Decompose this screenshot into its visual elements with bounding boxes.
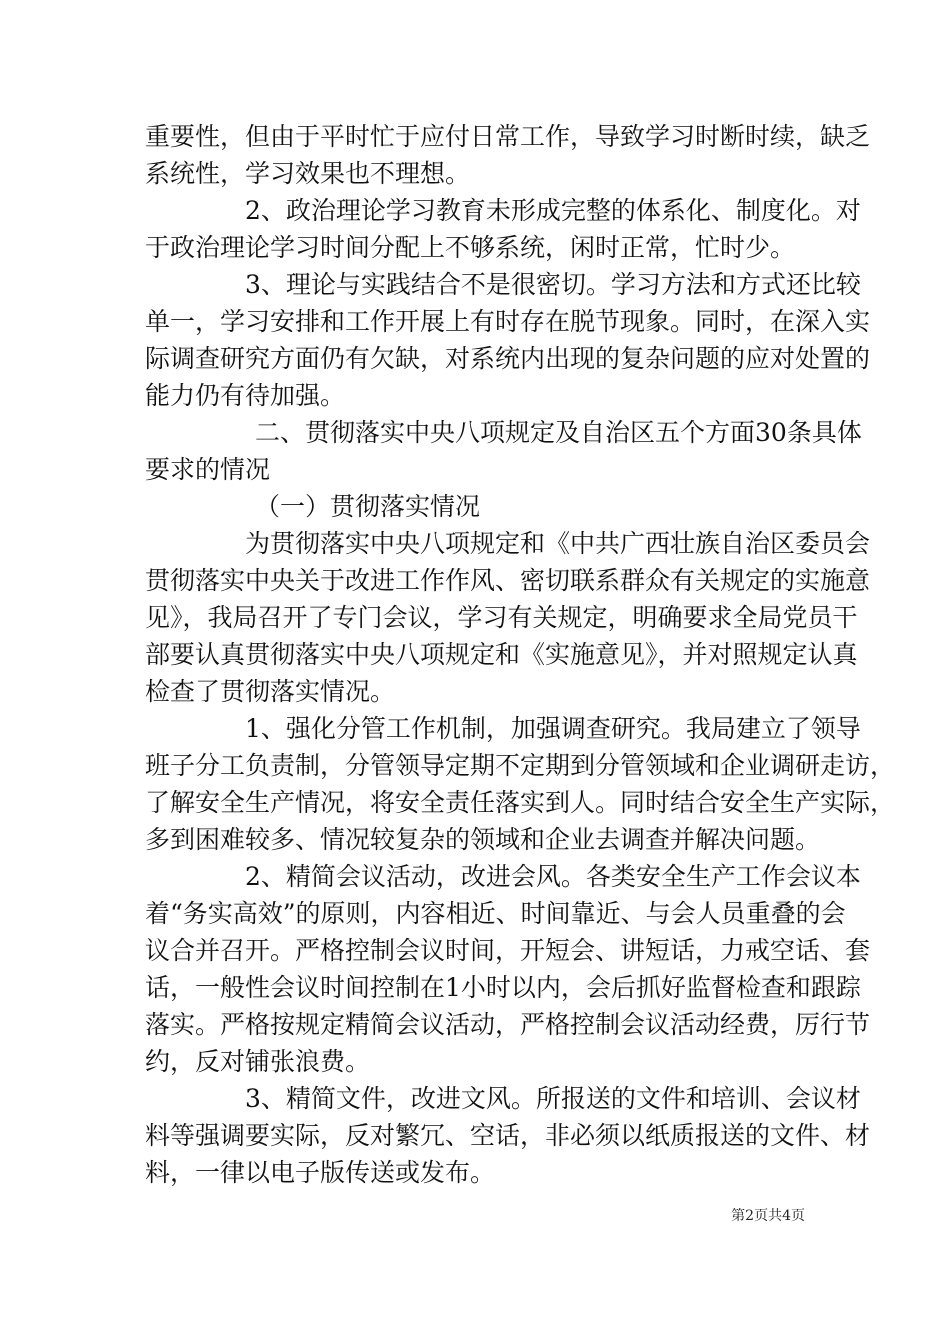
text-line: 料，一律以电子版传送或发布。 xyxy=(145,1158,496,1187)
text-line: 重要性，但由于平时忙于应付日常工作，导致学习时断时续，缺乏 xyxy=(145,122,871,151)
text-line: 3、精简文件，改进文风。所报送的文件和培训、会议材 xyxy=(245,1084,861,1113)
text-line: 了解安全生产情况，将安全责任落实到人。同时结合安全生产实际， xyxy=(145,788,896,817)
paragraph xyxy=(145,266,871,414)
paragraph xyxy=(145,525,871,710)
text-line: 1、强化分管工作机制，加强调查研究。我局建立了领导 xyxy=(245,714,861,743)
paragraph xyxy=(145,710,896,858)
text-line: 多到困难较多、情况较复杂的领域和企业去调查并解决问题。 xyxy=(145,825,821,854)
text-line: 3、理论与实践结合不是很密切。学习方法和方式还比较 xyxy=(245,270,861,299)
text-line: 要求的情况 xyxy=(145,455,271,484)
paragraph xyxy=(145,118,871,192)
text-line: 二、贯彻落实中央八项规定及自治区五个方面30条具体 xyxy=(255,418,862,447)
text-line: 料等强调要实际，反对繁冗、空话，非必须以纸质报送的文件、材 xyxy=(145,1121,871,1150)
paragraph xyxy=(145,192,861,266)
text-line: 议合并召开。严格控制会议时间，开短会、讲短话，力戒空话、套 xyxy=(145,936,871,965)
text-line: （一）贯彻落实情况 xyxy=(255,492,481,521)
text-line: 班子分工负责制，分管领导定期不定期到分管领域和企业调研走访， xyxy=(145,751,896,780)
text-line: 部要认真贯彻落实中央八项规定和《实施意见》，并对照规定认真 xyxy=(145,640,858,669)
text-line: 系统性，学习效果也不理想。 xyxy=(145,159,471,188)
text-line: 贯彻落实中央关于改进工作作风、密切联系群众有关规定的实施意 xyxy=(145,566,871,595)
paragraph xyxy=(145,1080,871,1191)
text-line: 落实。严格按规定精简会议活动，严格控制会议活动经费，厉行节 xyxy=(145,1010,871,1039)
text-line: 话，一般性会议时间控制在1小时以内，会后抓好监督检查和跟踪 xyxy=(145,973,861,1002)
text-line: 单一，学习安排和工作开展上有时存在脱节现象。同时，在深入实 xyxy=(145,307,871,336)
text-line: 约，反对铺张浪费。 xyxy=(145,1047,371,1076)
paragraph xyxy=(145,414,862,488)
text-line: 检查了贯彻落实情况。 xyxy=(145,677,396,706)
document-body xyxy=(145,118,896,1191)
text-line: 见》，我局召开了专门会议，学习有关规定，明确要求全局党员干 xyxy=(145,603,858,632)
text-line: 2、精简会议活动，改进会风。各类安全生产工作会议本 xyxy=(245,862,861,891)
text-line: 着“务实高效”的原则，内容相近、时间靠近、与会人员重叠的会 xyxy=(145,899,846,928)
paragraph xyxy=(145,488,805,525)
paragraph xyxy=(145,858,871,1080)
text-line: 能力仍有待加强。 xyxy=(145,381,346,410)
text-line: 为贯彻落实中央八项规定和《中共广西壮族自治区委员会 xyxy=(245,529,871,558)
page-number: 第2页共4页 xyxy=(731,1208,805,1224)
text-line: 际调查研究方面仍有欠缺，对系统内出现的复杂问题的应对处置的 xyxy=(145,344,871,373)
text-line: 2、政治理论学习教育未形成完整的体系化、制度化。对 xyxy=(245,196,861,225)
text-line: 于政治理论学习时间分配上不够系统，闲时正常，忙时少。 xyxy=(145,233,796,262)
